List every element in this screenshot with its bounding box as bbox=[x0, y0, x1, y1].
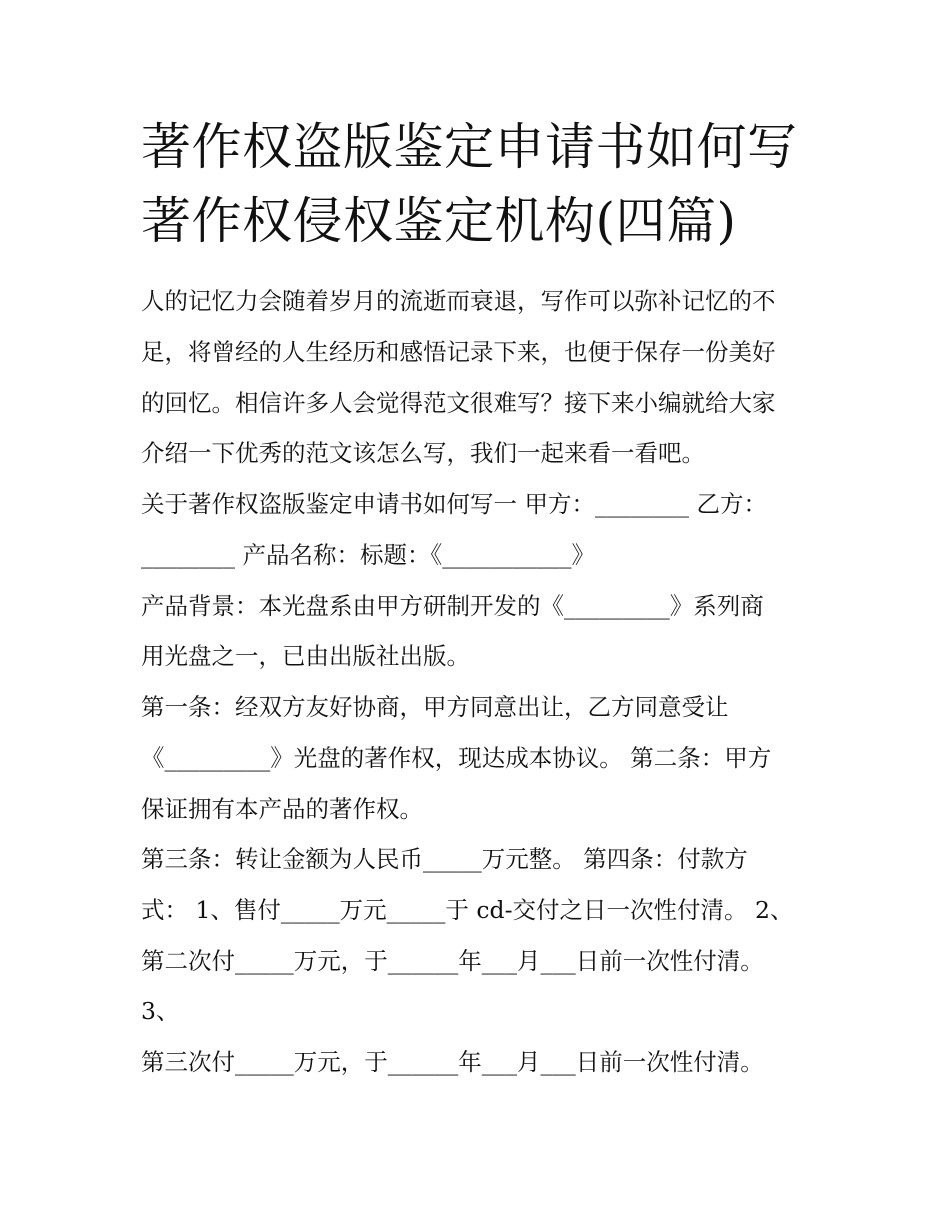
body-line: 关于著作权盗版鉴定申请书如何写一 甲方：________ 乙方： bbox=[141, 490, 767, 518]
body-line: 第一条：经双方友好协商，甲方同意出让，乙方同意受让 bbox=[141, 693, 729, 721]
body-line: ________ 产品名称：标题：《___________》 bbox=[141, 541, 595, 569]
body-line: 人的记忆力会随着岁月的流逝而衰退，写作可以弥补记忆的不 bbox=[141, 287, 776, 315]
body-line: 产品背景：本光盘系由甲方研制开发的《_________》系列商 bbox=[141, 592, 764, 620]
body-line: 介绍一下优秀的范文该怎么写，我们一起来看一看吧。 bbox=[141, 439, 705, 467]
body-line: 式： 1、售付_____万元_____于 cd-交付之日一次性付清。 2、 bbox=[141, 896, 794, 924]
document-title-line-2: 著作权侵权鉴定机构(四篇) bbox=[141, 192, 737, 250]
body-line: 第三条：转让金额为人民币_____万元整。 第四条：付款方 bbox=[141, 845, 748, 873]
document-title-line-1: 著作权盗版鉴定申请书如何写 bbox=[141, 118, 798, 176]
body-line: 的回忆。相信许多人会觉得范文很难写？接下来小编就给大家 bbox=[141, 389, 776, 417]
body-line: 3、 bbox=[141, 997, 180, 1025]
body-line: 《_________》光盘的著作权，现达成本协议。 第二条：甲方 bbox=[141, 744, 772, 772]
body-line: 保证拥有本产品的著作权。 bbox=[141, 795, 423, 823]
body-line: 第二次付_____万元，于______年___月___日前一次性付清。 bbox=[141, 947, 764, 975]
body-line: 足，将曾经的人生经历和感悟记录下来，也便于保存一份美好 bbox=[141, 338, 776, 366]
body-line: 第三次付_____万元，于______年___月___日前一次性付清。 bbox=[141, 1048, 764, 1076]
body-line: 用光盘之一，已由出版社出版。 bbox=[141, 642, 470, 670]
